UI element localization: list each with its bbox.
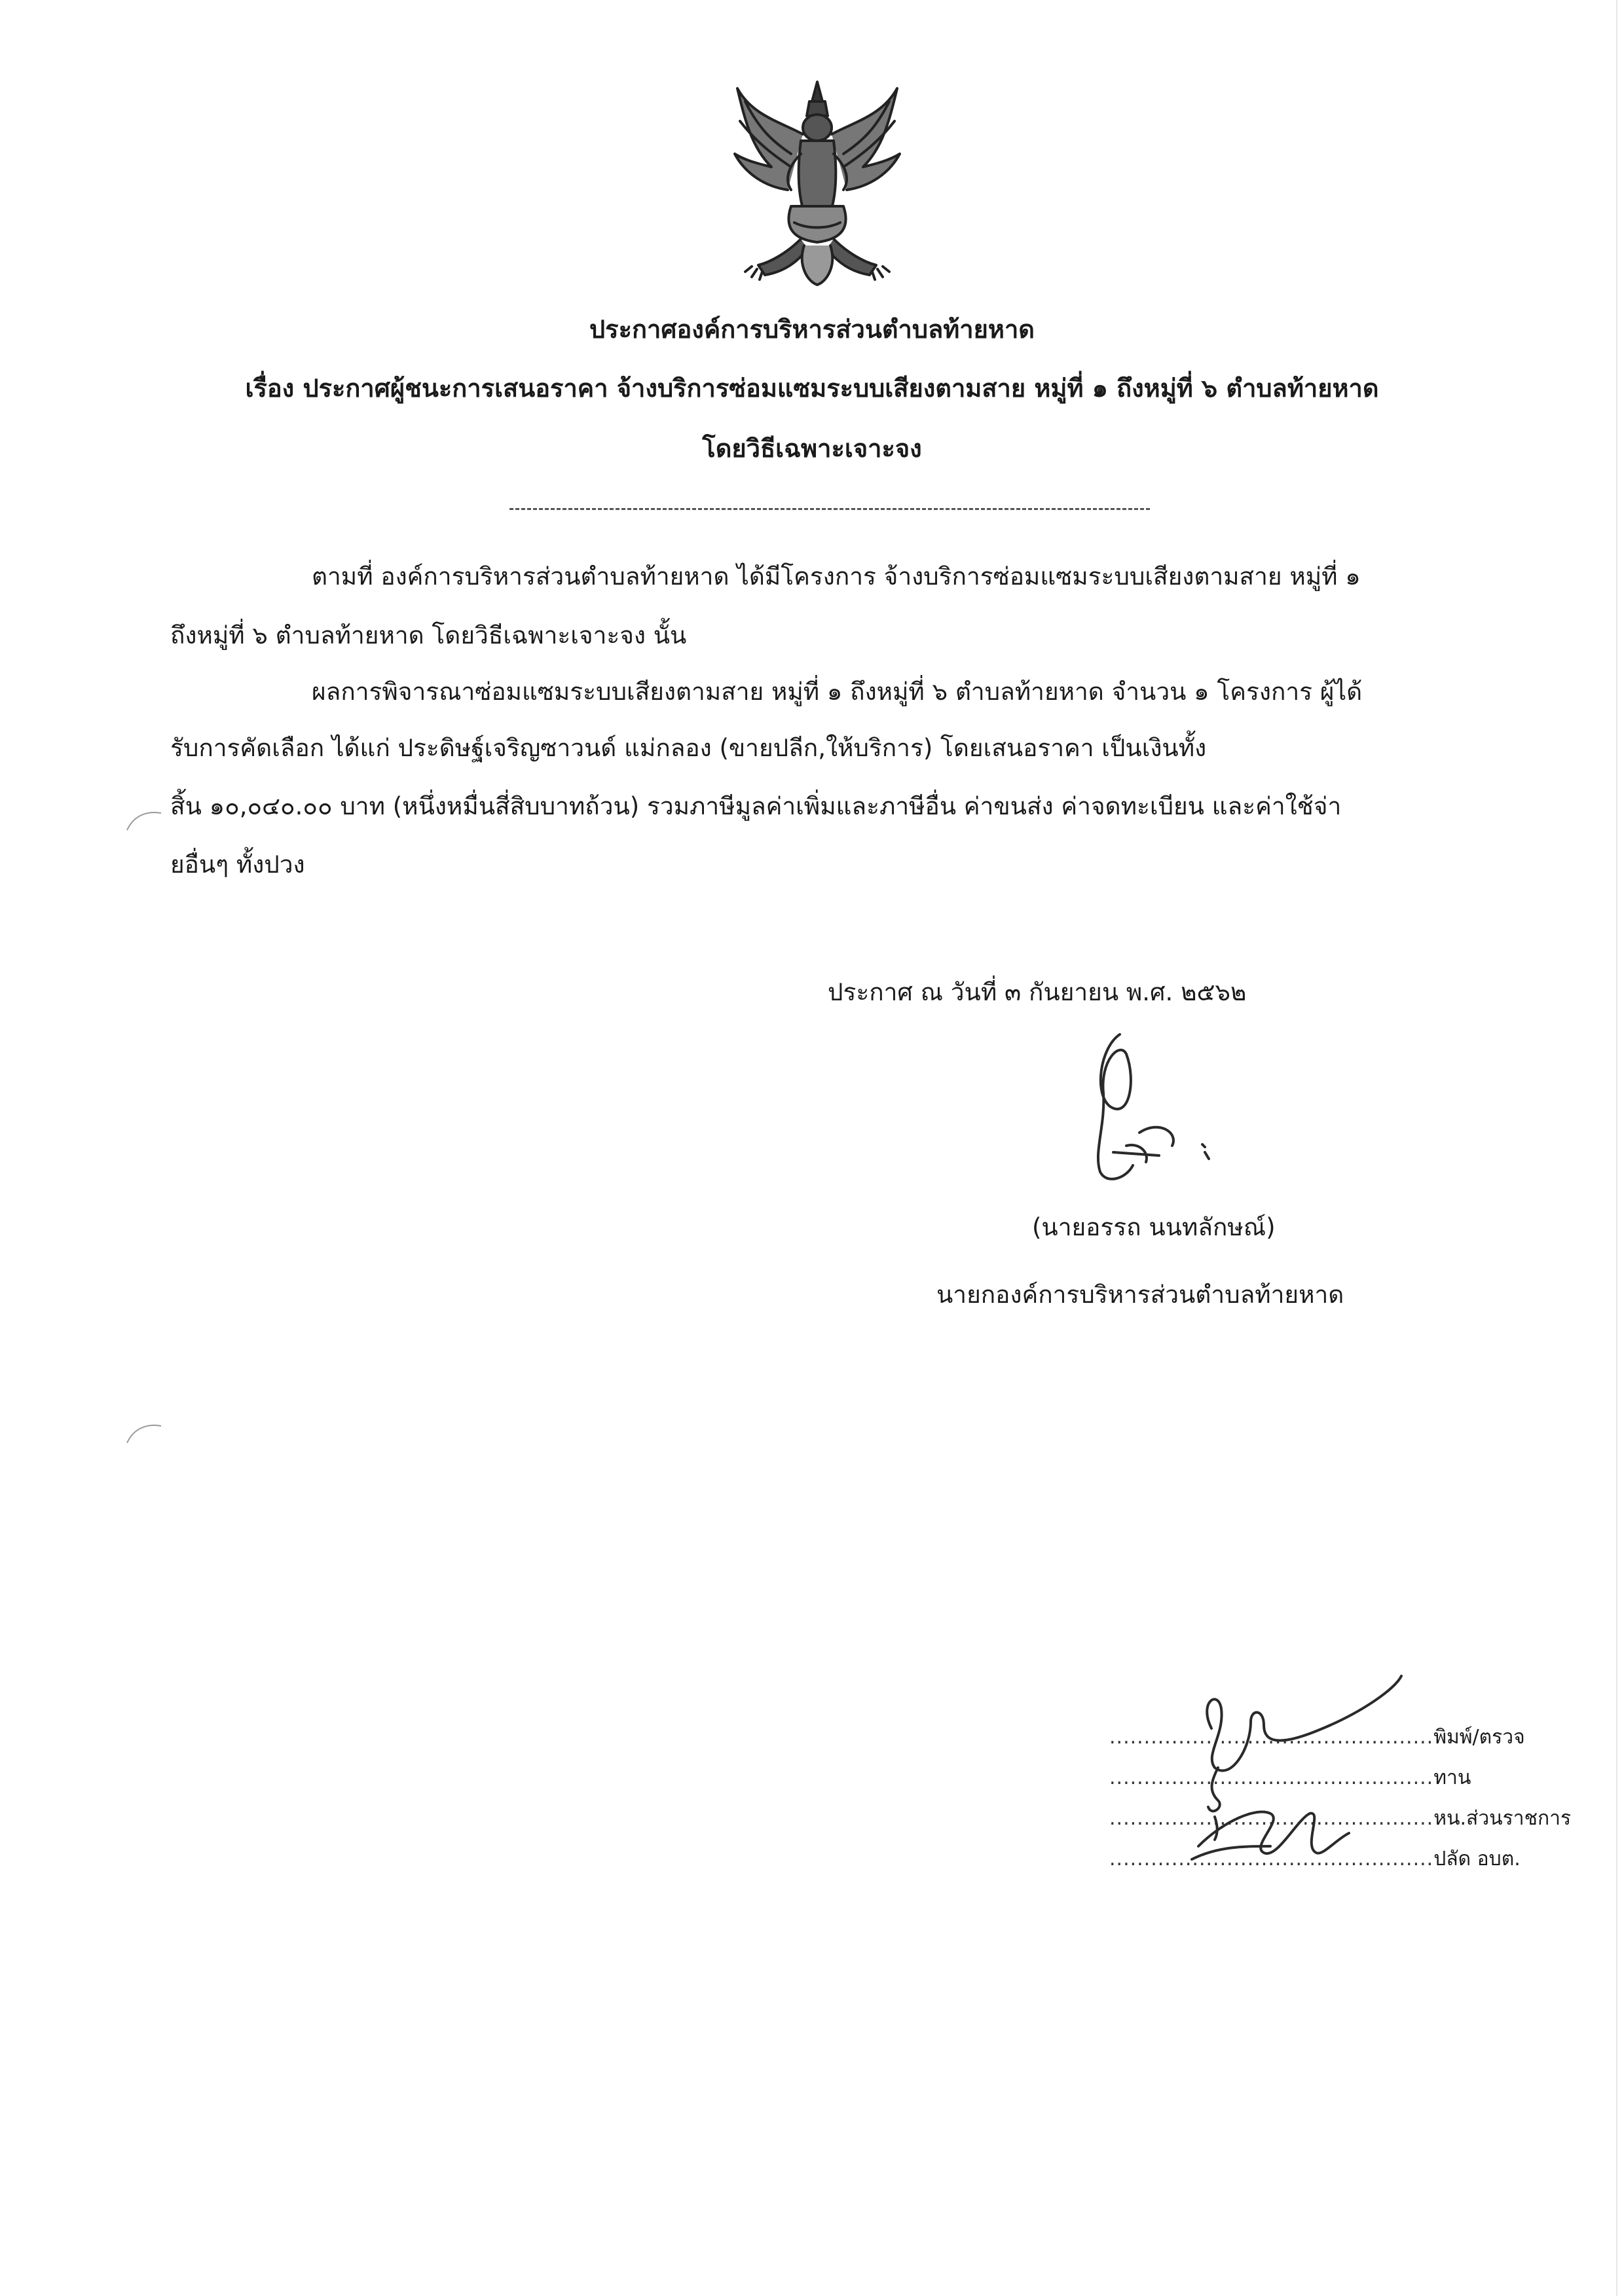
review-dots: ...............................................: [1109, 1807, 1434, 1830]
body-line-2: ถึงหมู่ที่ ๖ ตำบลท้ายหาด โดยวิธีเฉพาะเจาะจง นั้น: [170, 621, 687, 649]
body-line-1: ตามที่ องค์การบริหารส่วนตำบลท้ายหาด ได้มีโครงการ จ้างบริการซ่อมแซมระบบเสียงตามสาย หมู่ที่ ๑: [312, 562, 1361, 591]
signature-mark-icon: [1074, 1021, 1244, 1192]
review-label: ปลัด อบต.: [1433, 1848, 1521, 1870]
review-label: พิมพ์/ตรวจ: [1433, 1726, 1525, 1749]
punch-hole-mark-icon: [124, 807, 164, 833]
heading-divider: [509, 508, 1150, 510]
review-label: ทาน: [1433, 1766, 1471, 1789]
announcement-date: ประกาศ ณ วันที่ ๓ กันยายน พ.ศ. ๒๕๖๒: [828, 978, 1247, 1006]
review-dots: ...............................................: [1109, 1848, 1434, 1870]
body-line-3: ผลการพิจารณาซ่อมแซมระบบเสียงตามสาย หมู่ที่ ๑ ถึงหมู่ที่ ๖ ตำบลท้ายหาด จำนวน ๑ โครงการ ผู้ได้: [312, 678, 1363, 706]
punch-hole-mark-icon: [124, 1419, 164, 1446]
review-dots: ...............................................: [1109, 1726, 1434, 1749]
procurement-method: โดยวิธีเฉพาะเจาะจง: [702, 434, 922, 463]
body-line-5: สิ้น ๑๐,๐๔๐.๐๐ บาท (หนึ่งหมื่นสี่สิบบาทถ้วน) รวมภาษีมูลค่าเพิ่มและภาษีอื่น ค่าขนส่ง ค่าจดทะเบียน และค่าใช้จ่า: [170, 792, 1342, 820]
body-line-6: ยอื่นๆ ทั้งปวง: [170, 850, 305, 879]
announcement-subject: เรื่อง ประกาศผู้ชนะการเสนอราคา จ้างบริการซ่อมแซมระบบเสียงตามสาย หมู่ที่ ๑ ถึงหมู่ที่ ๖ ตำบลท้ายหาด: [245, 374, 1379, 403]
review-signature-mark-icon: [1153, 1650, 1428, 1899]
page-edge: [1616, 0, 1617, 2296]
signer-name: (นายอรรถ นนทลักษณ์): [1032, 1213, 1276, 1241]
review-dots: ...............................................: [1109, 1766, 1434, 1789]
signer-position: นายกองค์การบริหารส่วนตำบลท้ายหาด: [936, 1281, 1344, 1309]
review-label: หน.ส่วนราชการ: [1433, 1807, 1572, 1830]
garuda-emblem-icon: [726, 75, 909, 291]
body-line-4: รับการคัดเลือก ได้แก่ ประดิษฐ์เจริญซาวนด์ แม่กลอง (ขายปลีก,ให้บริการ) โดยเสนอราคา เป็นเงินทั้ง: [170, 734, 1207, 762]
announcement-org-title: ประกาศองค์การบริหารส่วนตำบลท้ายหาด: [589, 315, 1035, 344]
